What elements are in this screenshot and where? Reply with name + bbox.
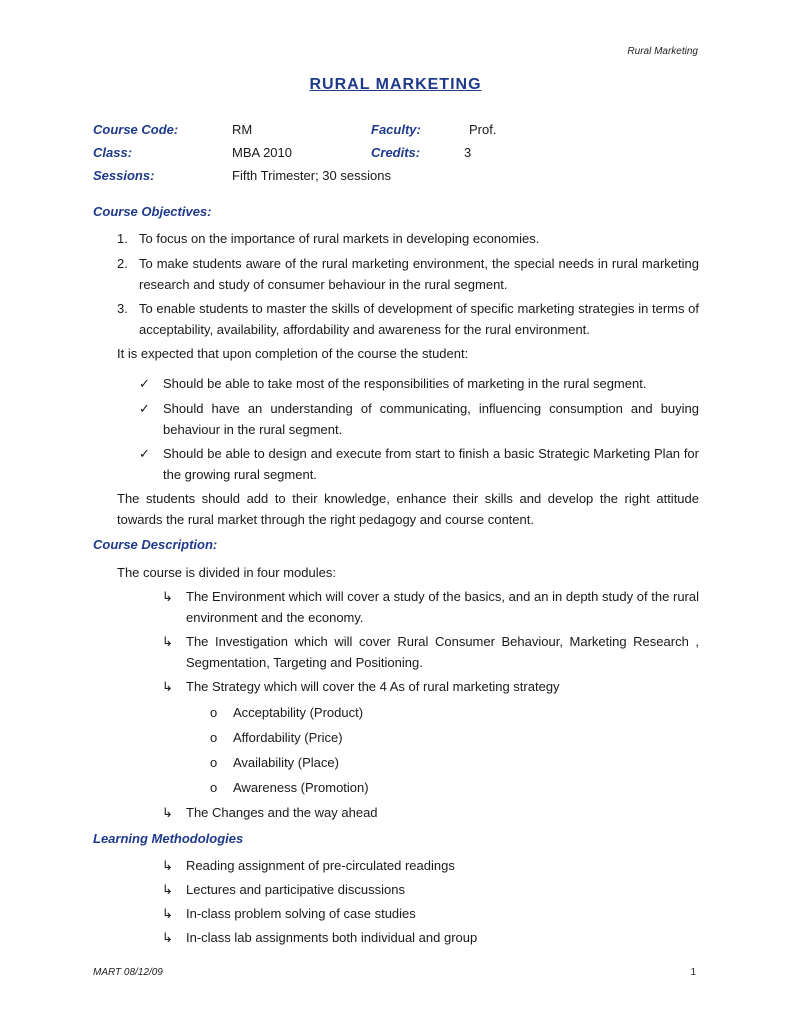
- course-code-label: Course Code:: [93, 122, 179, 137]
- circle-bullet-icon: o: [210, 780, 218, 795]
- arrow-bullet-icon: ↳: [162, 805, 173, 820]
- arrow-bullet-icon: ↳: [162, 589, 173, 604]
- document-title: RURAL MARKETING: [309, 76, 482, 93]
- circle-bullet-icon: o: [210, 755, 218, 770]
- methodology-item: Reading assignment of pre-circulated readings: [186, 858, 455, 873]
- description-intro: The course is divided in four modules:: [117, 565, 336, 580]
- check-icon: ✓: [139, 446, 150, 461]
- methodology-item: Lectures and participative discussions: [186, 882, 405, 897]
- arrow-bullet-icon: ↳: [162, 906, 173, 921]
- outcome-item: Should have an understanding of communicating, influencing consumption and buying behaviour in the rural segment.: [163, 401, 699, 437]
- arrow-bullet-icon: ↳: [162, 930, 173, 945]
- sessions-value: Fifth Trimester; 30 sessions: [232, 168, 391, 183]
- objective-item: To focus on the importance of rural markets in developing economies.: [139, 231, 540, 246]
- footer-doc-code: MART 08/12/09: [93, 967, 163, 978]
- description-heading: Course Description:: [93, 537, 218, 552]
- objective-number: 2.: [117, 256, 128, 271]
- strategy-item: Availability (Place): [233, 755, 339, 770]
- outcome-item: Should be able to take most of the responsibilities of marketing in the rural segment.: [163, 376, 647, 391]
- module-item: The Investigation which will cover Rural Consumer Behaviour, Marketing Research , Segmentation, Targeting and Positioning.: [186, 634, 699, 670]
- objective-number: 3.: [117, 301, 128, 316]
- objective-item: To make students aware of the rural marketing environment, the special needs in rural marketing research and study of consumer behaviour in the rural segment.: [139, 256, 699, 292]
- objective-item: To enable students to master the skills of development of specific marketing strategies in terms of acceptability, availability, affordability and awareness for the rural environment.: [139, 301, 699, 337]
- expected-intro: It is expected that upon completion of the course the student:: [117, 346, 469, 361]
- outcome-item: Should be able to design and execute from start to finish a basic Strategic Marketing Plan for the growing rural segment.: [163, 446, 699, 482]
- class-label: Class:: [93, 145, 133, 160]
- credits-value: 3: [464, 145, 472, 160]
- arrow-bullet-icon: ↳: [162, 679, 173, 694]
- arrow-bullet-icon: ↳: [162, 634, 173, 649]
- running-header: Rural Marketing: [627, 46, 698, 57]
- sessions-label: Sessions:: [93, 168, 155, 183]
- strategy-item: Awareness (Promotion): [233, 780, 369, 795]
- methodology-item: In-class problem solving of case studies: [186, 906, 416, 921]
- module-item: The Environment which will cover a study of the basics, and an in depth study of the rural environment and the economy.: [186, 589, 699, 625]
- methodologies-heading: Learning Methodologies: [93, 831, 244, 846]
- arrow-bullet-icon: ↳: [162, 858, 173, 873]
- strategy-item: Acceptability (Product): [233, 705, 364, 720]
- objective-number: 1.: [117, 231, 128, 246]
- check-icon: ✓: [139, 401, 150, 416]
- faculty-label: Faculty:: [371, 122, 421, 137]
- methodology-item: In-class lab assignments both individual and group: [186, 930, 478, 945]
- check-icon: ✓: [139, 376, 150, 391]
- module-item: The Strategy which will cover the 4 As of rural marketing strategy: [186, 679, 560, 694]
- arrow-bullet-icon: ↳: [162, 882, 173, 897]
- course-code-value: RM: [232, 122, 253, 137]
- credits-label: Credits:: [371, 145, 421, 160]
- page-number: 1: [690, 967, 696, 978]
- faculty-value: Prof.: [469, 122, 497, 137]
- strategy-item: Affordability (Price): [233, 730, 343, 745]
- circle-bullet-icon: o: [210, 705, 218, 720]
- circle-bullet-icon: o: [210, 730, 218, 745]
- module-item: The Changes and the way ahead: [186, 805, 378, 820]
- objectives-heading: Course Objectives:: [93, 204, 212, 219]
- objectives-closing: The students should add to their knowledge, enhance their skills and develop the right attitude towards the rural market through the right pedagogy and course content.: [117, 491, 699, 527]
- class-value: MBA 2010: [232, 145, 292, 160]
